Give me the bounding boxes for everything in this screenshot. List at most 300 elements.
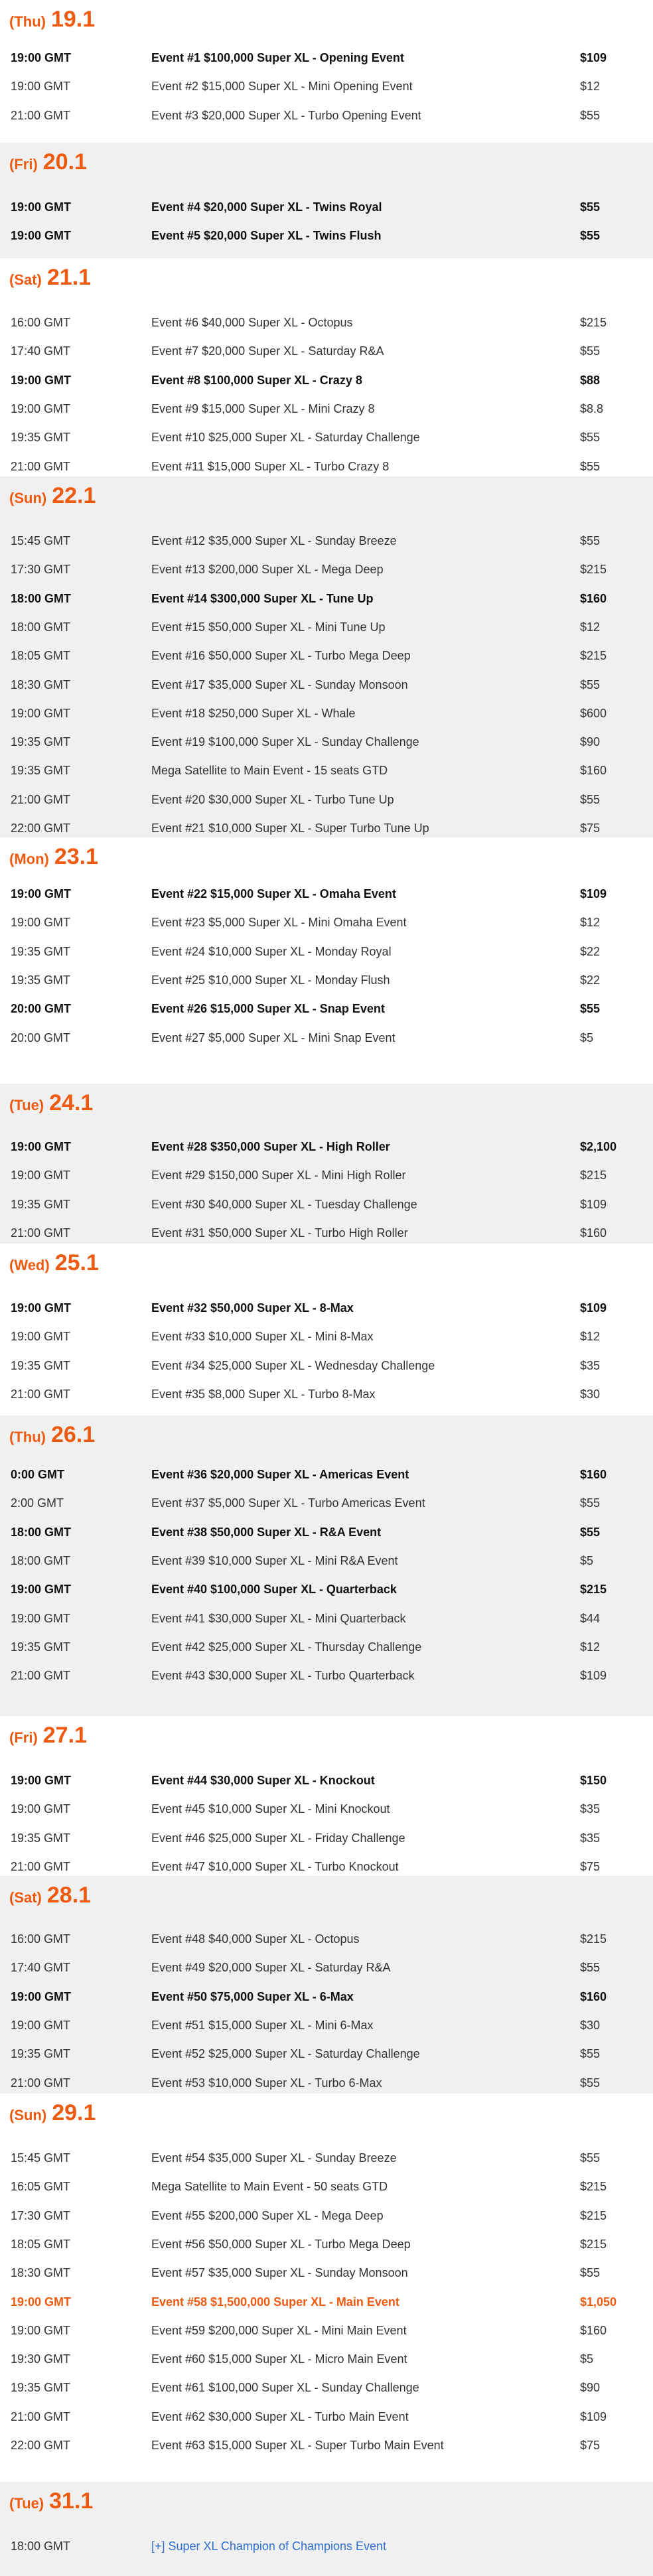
event-price: $55 <box>580 109 601 122</box>
event-row <box>0 969 653 991</box>
event-name: Event #31 $50,000 Super XL - Turbo High Roller <box>151 1226 408 1240</box>
event-name: Event #19 $100,000 Super XL - Sunday Challenge <box>151 735 419 749</box>
day-of-week: (Sun) <box>9 2107 47 2123</box>
event-time: 16:00 GMT <box>11 1932 71 1946</box>
event-row <box>0 2233 653 2255</box>
event-row <box>0 1222 653 1244</box>
event-time: 19:00 GMT <box>11 1169 71 1182</box>
event-name: Event #39 $10,000 Super XL - Mini R&A Event <box>151 1554 398 1567</box>
event-name: Event #25 $10,000 Super XL - Monday Flush <box>151 973 390 987</box>
event-row <box>0 311 653 334</box>
event-time: 18:30 GMT <box>11 2266 71 2279</box>
event-time: 19:00 GMT <box>11 51 72 64</box>
event-time: 17:30 GMT <box>11 2209 71 2222</box>
event-time: 16:05 GMT <box>11 2180 71 2193</box>
event-row <box>0 2014 653 2037</box>
event-name: Event #40 $100,000 Super XL - Quarterback <box>151 1583 397 1596</box>
day-header <box>9 149 87 176</box>
event-price: $35 <box>580 1831 601 1845</box>
event-name: Event #26 $15,000 Super XL - Snap Event <box>151 1002 385 1015</box>
event-row <box>0 530 653 552</box>
event-price: $8.8 <box>580 402 604 415</box>
event-row <box>0 2291 653 2313</box>
event-time: 19:00 GMT <box>11 374 72 387</box>
event-row <box>0 2175 653 2198</box>
event-price: $215 <box>580 1932 607 1946</box>
event-price: $109 <box>580 1669 607 1682</box>
event-name: Event #16 $50,000 Super XL - Turbo Mega Deep <box>151 649 411 662</box>
event-price: $600 <box>580 707 607 720</box>
event-price: $44 <box>580 1612 601 1625</box>
event-price: $160 <box>580 2324 607 2337</box>
event-row <box>0 369 653 392</box>
event-name: Event #32 $50,000 Super XL - 8-Max <box>151 1301 354 1315</box>
event-price: $55 <box>580 2151 601 2165</box>
event-time: 18:00 GMT <box>11 620 71 634</box>
event-row <box>0 1549 653 1572</box>
event-price: $90 <box>580 2381 601 2394</box>
event-name: Event #13 $200,000 Super XL - Mega Deep <box>151 563 384 576</box>
event-row <box>0 1164 653 1186</box>
day-date: 22.1 <box>52 483 96 508</box>
event-price: $22 <box>580 973 601 987</box>
event-time: 19:00 GMT <box>11 1583 72 1596</box>
day-of-week: (Sat) <box>9 1889 42 1906</box>
event-row <box>0 1521 653 1543</box>
event-name: Event #6 $40,000 Super XL - Octopus <box>151 316 353 329</box>
day-date: 27.1 <box>42 1723 87 1748</box>
event-name: Event #27 $5,000 Super XL - Mini Snap Event <box>151 1031 396 1044</box>
event-name: Event #61 $100,000 Super XL - Sunday Challenge <box>151 2381 419 2394</box>
event-row <box>0 1135 653 1158</box>
event-row <box>0 2405 653 2428</box>
event-price: $160 <box>580 1468 607 1481</box>
event-name: Event #48 $40,000 Super XL - Octopus <box>151 1932 360 1946</box>
event-price: $75 <box>580 1860 601 1873</box>
event-time: 17:30 GMT <box>11 563 71 576</box>
event-name: Event #5 $20,000 Super XL - Twins Flush <box>151 229 382 242</box>
day-header <box>9 2488 93 2515</box>
event-time: 19:00 GMT <box>11 80 71 93</box>
event-name: Event #28 $350,000 Super XL - High Roller <box>151 1140 390 1153</box>
day-of-week: (Wed) <box>9 1257 50 1273</box>
event-row <box>0 1297 653 1319</box>
event-name: Event #1 $100,000 Super XL - Opening Event <box>151 51 404 64</box>
event-name: Event #4 $20,000 Super XL - Twins Royal <box>151 200 382 214</box>
day-section <box>0 2482 653 2576</box>
event-name: Event #3 $20,000 Super XL - Turbo Opening Event <box>151 109 421 122</box>
event-row <box>0 1354 653 1377</box>
event-time: 19:00 GMT <box>11 887 72 900</box>
event-row <box>0 1027 653 1049</box>
event-row <box>0 2319 653 2342</box>
event-name: Mega Satellite to Main Event - 15 seats GTD <box>151 764 388 777</box>
event-price: $150 <box>580 1774 607 1787</box>
day-section <box>0 837 653 1084</box>
day-date: 26.1 <box>50 1422 96 1447</box>
event-price: $160 <box>580 1990 607 2003</box>
event-name: Event #8 $100,000 Super XL - Crazy 8 <box>151 374 362 387</box>
event-time: 2:00 GMT <box>11 1496 64 1510</box>
day-section <box>0 1244 653 1415</box>
event-name: Event #36 $20,000 Super XL - Americas Event <box>151 1468 409 1481</box>
event-time: 18:30 GMT <box>11 678 71 691</box>
event-price: $12 <box>580 916 601 929</box>
event-name: Event #41 $30,000 Super XL - Mini Quarterback <box>151 1612 406 1625</box>
event-time: 19:35 GMT <box>11 1198 71 1211</box>
event-name: Event #62 $30,000 Super XL - Turbo Main Event <box>151 2410 409 2423</box>
event-time: 19:00 GMT <box>11 229 72 242</box>
event-price: $75 <box>580 2439 601 2452</box>
event-row <box>0 1325 653 1348</box>
event-name[interactable]: [+] Super XL Champion of Champions Event <box>151 2540 387 2553</box>
event-time: 19:35 GMT <box>11 945 71 958</box>
event-row <box>0 2376 653 2399</box>
event-price: $55 <box>580 1961 601 1974</box>
event-time: 15:45 GMT <box>11 534 71 547</box>
event-name: Event #18 $250,000 Super XL - Whale <box>151 707 356 720</box>
event-time: 19:35 GMT <box>11 1359 71 1372</box>
day-section <box>0 143 653 258</box>
event-row <box>0 1193 653 1216</box>
event-row <box>0 426 653 449</box>
event-price: $215 <box>580 1169 607 1182</box>
event-price: $5 <box>580 2352 594 2366</box>
event-link-row[interactable] <box>0 2535 653 2557</box>
event-row <box>0 455 653 478</box>
event-time: 19:00 GMT <box>11 1612 71 1625</box>
event-price: $55 <box>580 1526 601 1539</box>
event-time: 19:35 GMT <box>11 2047 71 2060</box>
event-name: Event #42 $25,000 Super XL - Thursday Challenge <box>151 1640 422 1654</box>
event-name: Event #52 $25,000 Super XL - Saturday Challenge <box>151 2047 420 2060</box>
event-name: Event #23 $5,000 Super XL - Mini Omaha Event <box>151 916 407 929</box>
event-price: $55 <box>580 678 601 691</box>
event-price: $90 <box>580 735 601 749</box>
event-name: Event #43 $30,000 Super XL - Turbo Quarterback <box>151 1669 415 1682</box>
event-name: Event #30 $40,000 Super XL - Tuesday Challenge <box>151 1198 417 1211</box>
event-row <box>0 817 653 839</box>
event-price: $109 <box>580 1301 607 1315</box>
event-price: $215 <box>580 316 607 329</box>
event-price: $55 <box>580 1496 601 1510</box>
day-section <box>0 258 653 476</box>
event-price: $55 <box>580 200 601 214</box>
day-date: 20.1 <box>42 149 87 175</box>
event-price: $55 <box>580 793 601 806</box>
day-of-week: (Thu) <box>9 13 46 30</box>
event-time: 19:00 GMT <box>11 200 72 214</box>
day-date: 21.1 <box>46 265 92 290</box>
event-price: $160 <box>580 592 607 605</box>
event-price: $160 <box>580 1226 607 1240</box>
event-name: Event #7 $20,000 Super XL - Saturday R&A <box>151 344 384 358</box>
event-row <box>0 2147 653 2169</box>
event-name: Event #50 $75,000 Super XL - 6-Max <box>151 1990 354 2003</box>
event-time: 21:00 GMT <box>11 1388 71 1401</box>
event-time: 19:35 GMT <box>11 1640 71 1654</box>
event-time: 19:00 GMT <box>11 1140 72 1153</box>
event-row <box>0 1383 653 1405</box>
event-price: $55 <box>580 534 601 547</box>
event-time: 22:00 GMT <box>11 822 71 835</box>
event-row <box>0 702 653 725</box>
event-row <box>0 224 653 247</box>
event-row <box>0 731 653 753</box>
event-row <box>0 2072 653 2094</box>
event-name: Event #54 $35,000 Super XL - Sunday Breeze <box>151 2151 397 2165</box>
day-header <box>9 265 91 291</box>
event-row <box>0 46 653 69</box>
event-name: Event #20 $30,000 Super XL - Turbo Tune Up <box>151 793 394 806</box>
event-row <box>0 1492 653 1514</box>
event-row <box>0 2204 653 2227</box>
day-of-week: (Fri) <box>9 1729 38 1746</box>
event-name: Event #55 $200,000 Super XL - Mega Deep <box>151 2209 384 2222</box>
event-time: 19:35 GMT <box>11 431 71 444</box>
event-price: $12 <box>580 620 601 634</box>
event-time: 18:05 GMT <box>11 649 71 662</box>
event-row <box>0 1956 653 1979</box>
event-time: 19:00 GMT <box>11 2324 71 2337</box>
event-price: $2,100 <box>580 1140 617 1153</box>
event-name: Event #57 $35,000 Super XL - Sunday Monsoon <box>151 2266 408 2279</box>
event-time: 15:45 GMT <box>11 2151 71 2165</box>
event-time: 19:00 GMT <box>11 402 71 415</box>
event-time: 17:40 GMT <box>11 1961 71 1974</box>
event-row <box>0 2348 653 2370</box>
event-name: Event #9 $15,000 Super XL - Mini Crazy 8 <box>151 402 375 415</box>
day-header <box>9 1883 91 1909</box>
event-row <box>0 997 653 1020</box>
event-row <box>0 1928 653 1950</box>
event-name: Event #15 $50,000 Super XL - Mini Tune Up <box>151 620 386 634</box>
event-time: 21:00 GMT <box>11 1860 71 1873</box>
event-time: 18:00 GMT <box>11 1554 71 1567</box>
event-row <box>0 788 653 811</box>
day-header <box>9 1250 99 1277</box>
event-time: 21:00 GMT <box>11 1669 71 1682</box>
event-price: $215 <box>580 649 607 662</box>
event-name: Event #46 $25,000 Super XL - Friday Challenge <box>151 1831 405 1845</box>
event-name: Event #2 $15,000 Super XL - Mini Opening Event <box>151 80 413 93</box>
event-name: Event #22 $15,000 Super XL - Omaha Event <box>151 887 396 900</box>
event-row <box>0 104 653 127</box>
event-time: 18:00 GMT <box>11 1526 72 1539</box>
event-time: 19:00 GMT <box>11 916 71 929</box>
event-row <box>0 1463 653 1486</box>
event-row <box>0 1985 653 2008</box>
event-name: Event #24 $10,000 Super XL - Monday Royal <box>151 945 392 958</box>
event-row <box>0 558 653 581</box>
day-date: 23.1 <box>54 844 99 869</box>
event-time: 21:00 GMT <box>11 460 71 473</box>
day-header <box>9 1090 93 1117</box>
day-section <box>0 0 653 143</box>
day-of-week: (Tue) <box>9 1097 44 1113</box>
event-price: $12 <box>580 1330 601 1343</box>
event-price: $109 <box>580 51 607 64</box>
event-row <box>0 883 653 905</box>
event-price: $30 <box>580 1388 601 1401</box>
event-row <box>0 75 653 98</box>
event-price: $88 <box>580 374 601 387</box>
event-row <box>0 1664 653 1687</box>
event-row <box>0 759 653 782</box>
event-row <box>0 196 653 218</box>
event-name: Event #35 $8,000 Super XL - Turbo 8-Max <box>151 1388 376 1401</box>
event-price: $1,050 <box>580 2295 617 2309</box>
event-time: 19:00 GMT <box>11 1330 71 1343</box>
event-time: 19:35 GMT <box>11 973 71 987</box>
event-price: $109 <box>580 887 607 900</box>
event-time: 19:30 GMT <box>11 2352 71 2366</box>
event-price: $55 <box>580 2076 601 2090</box>
event-row <box>0 674 653 696</box>
event-name: Event #33 $10,000 Super XL - Mini 8-Max <box>151 1330 374 1343</box>
event-row <box>0 1769 653 1792</box>
event-time: 18:00 GMT <box>11 2540 71 2553</box>
day-section <box>0 1415 653 1716</box>
event-price: $55 <box>580 2266 601 2279</box>
event-name: Event #58 $1,500,000 Super XL - Main Event <box>151 2295 399 2309</box>
event-row <box>0 1607 653 1630</box>
day-date: 24.1 <box>49 1090 94 1115</box>
event-time: 19:35 GMT <box>11 735 71 749</box>
event-row <box>0 2434 653 2457</box>
event-row <box>0 587 653 610</box>
day-date: 29.1 <box>52 2100 96 2125</box>
event-name: Event #51 $15,000 Super XL - Mini 6-Max <box>151 2019 374 2032</box>
day-of-week: (Thu) <box>9 1429 46 1445</box>
event-price: $55 <box>580 431 601 444</box>
event-name: Event #47 $10,000 Super XL - Turbo Knockout <box>151 1860 399 1873</box>
day-date: 19.1 <box>50 7 96 32</box>
event-time: 19:00 GMT <box>11 1301 72 1315</box>
event-price: $55 <box>580 344 601 358</box>
event-price: $22 <box>580 945 601 958</box>
event-time: 19:00 GMT <box>11 2295 72 2309</box>
event-name: Event #60 $15,000 Super XL - Micro Main Event <box>151 2352 407 2366</box>
event-row <box>0 1798 653 1820</box>
event-row <box>0 1636 653 1658</box>
event-price: $55 <box>580 229 601 242</box>
day-header <box>9 2100 96 2127</box>
event-price: $5 <box>580 1554 594 1567</box>
event-row <box>0 644 653 667</box>
event-time: 20:00 GMT <box>11 1031 71 1044</box>
event-name: Event #12 $35,000 Super XL - Sunday Breeze <box>151 534 397 547</box>
event-time: 21:00 GMT <box>11 2410 71 2423</box>
event-time: 21:00 GMT <box>11 793 71 806</box>
day-section <box>0 1084 653 1244</box>
event-price: $215 <box>580 1583 607 1596</box>
event-name: Event #49 $20,000 Super XL - Saturday R&A <box>151 1961 391 1974</box>
event-time: 18:00 GMT <box>11 592 72 605</box>
event-time: 17:40 GMT <box>11 344 71 358</box>
event-price: $12 <box>580 1640 601 1654</box>
day-header <box>9 1422 95 1449</box>
event-price: $215 <box>580 2209 607 2222</box>
day-section <box>0 2094 653 2482</box>
event-name: Event #56 $50,000 Super XL - Turbo Mega Deep <box>151 2238 411 2251</box>
event-price: $35 <box>580 1802 601 1816</box>
event-price: $30 <box>580 2019 601 2032</box>
event-time: 20:00 GMT <box>11 1002 72 1015</box>
event-price: $215 <box>580 563 607 576</box>
event-name: Event #45 $10,000 Super XL - Mini Knockout <box>151 1802 390 1816</box>
event-price: $55 <box>580 2047 601 2060</box>
event-name: Mega Satellite to Main Event - 50 seats GTD <box>151 2180 388 2193</box>
event-time: 19:00 GMT <box>11 1774 72 1787</box>
day-section <box>0 1716 653 1876</box>
event-row <box>0 397 653 420</box>
event-row <box>0 940 653 963</box>
event-row <box>0 340 653 362</box>
event-price: $55 <box>580 460 601 473</box>
day-section <box>0 476 653 837</box>
day-header <box>9 483 96 510</box>
day-header <box>9 844 98 871</box>
event-price: $215 <box>580 2238 607 2251</box>
event-time: 19:00 GMT <box>11 2019 71 2032</box>
event-price: $75 <box>580 822 601 835</box>
day-of-week: (Fri) <box>9 156 38 173</box>
event-price: $160 <box>580 764 607 777</box>
day-date: 28.1 <box>46 1883 92 1908</box>
day-date: 25.1 <box>54 1250 99 1275</box>
event-name: Event #59 $200,000 Super XL - Mini Main Event <box>151 2324 407 2337</box>
day-header <box>9 1723 87 1749</box>
event-row <box>0 1827 653 1849</box>
event-name: Event #17 $35,000 Super XL - Sunday Monsoon <box>151 678 408 691</box>
event-row <box>0 616 653 638</box>
event-time: 0:00 GMT <box>11 1468 65 1481</box>
event-row <box>0 1855 653 1878</box>
event-name: Event #11 $15,000 Super XL - Turbo Crazy 8 <box>151 460 390 473</box>
event-price: $109 <box>580 2410 607 2423</box>
event-name: Event #34 $25,000 Super XL - Wednesday Challenge <box>151 1359 435 1372</box>
event-price: $109 <box>580 1198 607 1211</box>
event-time: 18:05 GMT <box>11 2238 71 2251</box>
event-name: Event #63 $15,000 Super XL - Super Turbo Main Event <box>151 2439 444 2452</box>
event-name: Event #10 $25,000 Super XL - Saturday Challenge <box>151 431 420 444</box>
event-price: $35 <box>580 1359 601 1372</box>
event-name: Event #29 $150,000 Super XL - Mini High Roller <box>151 1169 406 1182</box>
event-name: Event #37 $5,000 Super XL - Turbo Americas Event <box>151 1496 425 1510</box>
day-section <box>0 1876 653 2094</box>
event-price: $5 <box>580 1031 594 1044</box>
event-time: 19:35 GMT <box>11 764 71 777</box>
event-time: 21:00 GMT <box>11 109 71 122</box>
event-time: 19:35 GMT <box>11 2381 71 2394</box>
event-time: 19:00 GMT <box>11 1802 71 1816</box>
event-time: 19:00 GMT <box>11 707 71 720</box>
event-time: 19:00 GMT <box>11 1990 72 2003</box>
event-name: Event #38 $50,000 Super XL - R&A Event <box>151 1526 382 1539</box>
event-time: 16:00 GMT <box>11 316 71 329</box>
event-row <box>0 911 653 934</box>
event-name: Event #44 $30,000 Super XL - Knockout <box>151 1774 375 1787</box>
event-name: Event #53 $10,000 Super XL - Turbo 6-Max <box>151 2076 382 2090</box>
day-date: 31.1 <box>49 2488 94 2514</box>
event-row <box>0 2042 653 2065</box>
day-header <box>9 7 95 33</box>
day-of-week: (Tue) <box>9 2495 44 2512</box>
event-time: 21:00 GMT <box>11 2076 71 2090</box>
event-name: Event #21 $10,000 Super XL - Super Turbo Tune Up <box>151 822 429 835</box>
event-price: $215 <box>580 2180 607 2193</box>
